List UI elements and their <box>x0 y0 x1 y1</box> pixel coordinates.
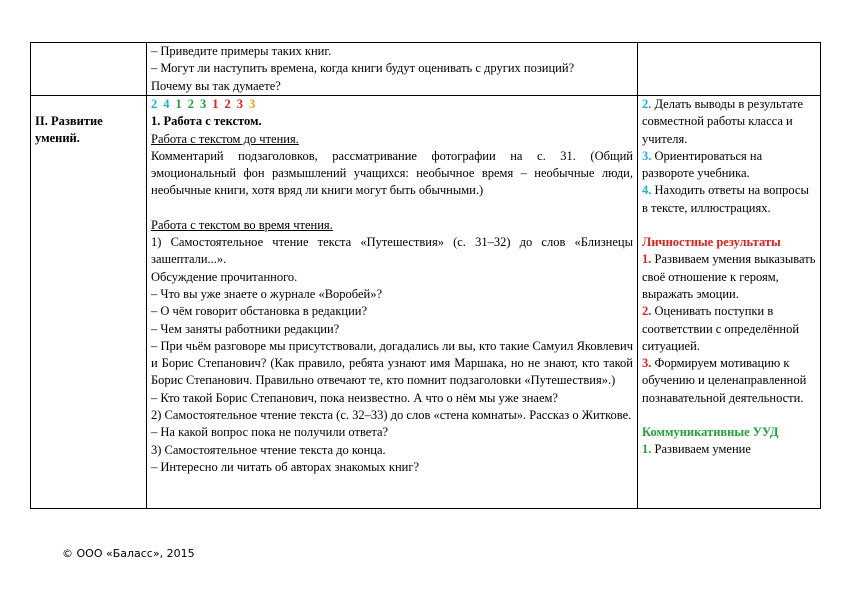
text-line: – Что вы уже знаете о журнале «Воробей»? <box>151 286 383 301</box>
text-line: Обсуждение прочитанного. <box>151 269 298 284</box>
text-line: – Чем заняты работники редакции? <box>151 321 340 336</box>
question-line: Почему вы так думаете? <box>151 78 281 93</box>
result-item: 1. Развиваем умение <box>642 442 751 457</box>
result-item: 3. Формируем мотивацию к обучению и целенаправленной познавательной деятельности. <box>642 356 807 405</box>
paragraph: Комментарий подзаголовков, рассматривание фотографии на с. 31. (Общий эмоциональный фон размышлений учащихся: необычное время – необычные люди, необычные книги, хотя вряд ли книги могут быть обычными.) <box>151 148 633 198</box>
text-line: – Интересно ли читать об авторах знакомых книг? <box>151 459 420 474</box>
skill-number: 2 <box>151 97 158 111</box>
lesson-table <box>30 42 821 509</box>
result-item: 2. Делать выводы в результате совместной работы класса и учителя. <box>642 97 804 146</box>
subheading: Работа с текстом до чтения. <box>151 131 299 146</box>
text-line: – О чём говорит обстановка в редакции? <box>151 304 368 319</box>
text-line: – Кто такой Борис Степанович, пока неизвестно. А что о нём мы уже знаем? <box>151 390 558 405</box>
activity-cell <box>147 96 638 509</box>
results-cell <box>638 43 821 96</box>
text-line: – На какой вопрос пока не получили ответа? <box>151 425 389 440</box>
skill-number: 1 <box>212 97 219 111</box>
question-line: – Могут ли наступить времена, когда книги будут оценивать с других позиций? <box>151 61 575 76</box>
stage-label: II. Развитие умений. <box>35 114 103 146</box>
paragraph: 2) Самостоятельное чтение текста (с. 32–33) до слов «стена комнаты». Рассказ о Житкове. <box>151 408 632 423</box>
table-row <box>31 96 821 509</box>
result-item: 1. Развиваем умения выказывать своё отношение к героям, выражать эмоции. <box>642 252 816 301</box>
stage-cell <box>31 96 147 509</box>
activity-cell <box>147 43 638 96</box>
skill-number: 4 <box>163 97 170 111</box>
skill-number: 3 <box>249 97 256 111</box>
personal-results-heading: Личностные результаты <box>642 235 781 250</box>
communicative-heading: Коммуникативные УУД <box>642 425 779 440</box>
skill-number: 2 <box>224 97 231 111</box>
paragraph: 1) Самостоятельное чтение текста «Путешествия» (с. 31–32) до слов «Близнецы зашептали...». <box>151 235 633 267</box>
skill-number: 1 <box>175 97 182 111</box>
question-line: – Приведите примеры таких книг. <box>151 44 332 58</box>
copyright-footer: © ООО «Баласс», 2015 <box>62 547 195 560</box>
skill-number: 3 <box>200 97 207 111</box>
text-line: 3) Самостоятельное чтение текста до конца. <box>151 442 386 457</box>
skill-numbers <box>151 96 633 113</box>
result-item: 3. Ориентироваться на развороте учебника. <box>642 148 763 181</box>
stage-cell <box>31 43 147 96</box>
results-cell <box>638 96 821 509</box>
skill-number: 2 <box>187 97 194 111</box>
section-heading: 1. Работа с текстом. <box>151 114 262 129</box>
paragraph: – При чьём разговоре мы присутствовали, догадались ли вы, кто такие Самуил Яковлевич и Борис Степанович? (Как правило, ребята узнают имя Маршака, но не знают, кто такой Борис Степанович. Правильно отвечают те, кто помнит подзаголовки «Путешествия».) <box>151 338 633 388</box>
table-row <box>31 43 821 96</box>
subheading: Работа с текстом во время чтения. <box>151 217 333 232</box>
result-item: 2. Оценивать поступки в соответствии с определённой ситуацией. <box>642 304 800 353</box>
result-item: 4. Находить ответы на вопросы в тексте, иллюстрациях. <box>642 183 809 215</box>
skill-number: 3 <box>236 97 243 111</box>
